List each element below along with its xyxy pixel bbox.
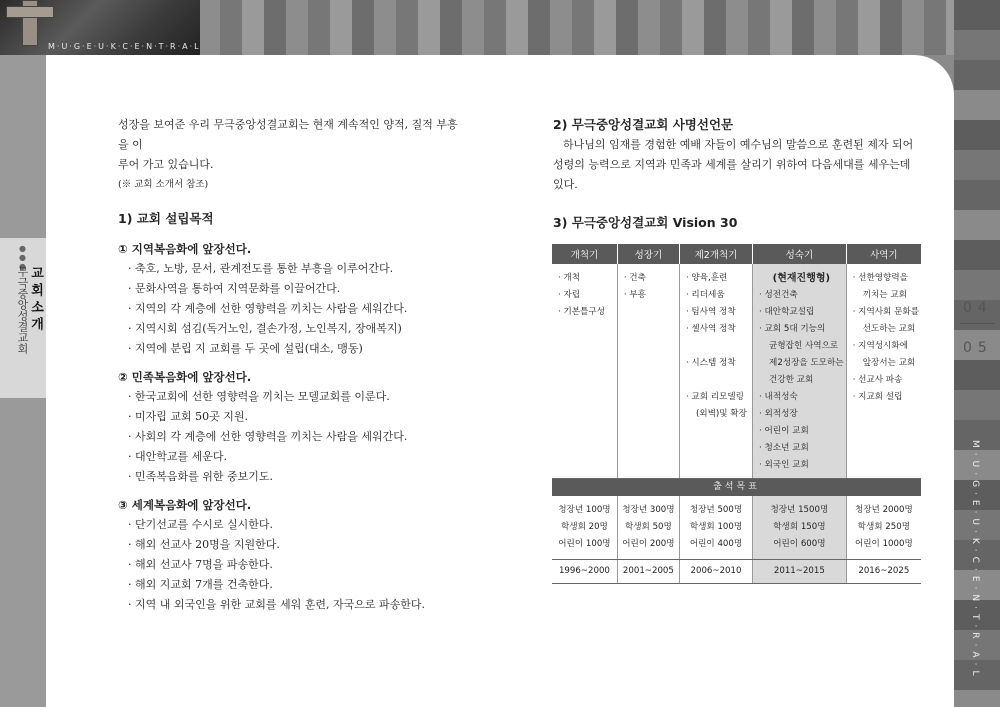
table-cell-second-pioneer — [679, 264, 752, 479]
brand-vertical: M·U·G·E·U·K·C·E·N·T·R·A·L — [970, 440, 980, 681]
table-cell-ministry — [846, 264, 921, 479]
header-cell: 개척기 — [552, 244, 617, 264]
list-item: · 선교사 파송 — [852, 375, 903, 385]
attendance-adults: 청장년 1500명 — [770, 505, 829, 515]
list-item: · 지역성시화에 — [852, 341, 908, 351]
right-column — [553, 115, 933, 239]
list-item: · 한국교회에 선한 영향력을 끼치는 모델교회를 이룬다. — [128, 390, 390, 403]
list-item: 앞장서는 교회 — [862, 358, 916, 368]
year-range: 2011~2015 — [753, 560, 847, 584]
list-item: · 내적성숙 — [759, 392, 798, 402]
list-item: · 교회 5대 기능의 — [759, 324, 826, 334]
list-item: · 지역에 분립 지 교회를 두 곳에 설립(대소, 맹동) — [128, 342, 363, 355]
list-item: · 단기선교를 수시로 실시한다. — [128, 518, 273, 531]
list-item: 선도하는 교회 — [862, 324, 916, 334]
list-item: · 자립 — [558, 290, 581, 300]
list-item: (외벽)및 확장 — [695, 409, 747, 419]
attendance-students: 학생회 50명 — [624, 522, 672, 532]
header-cell: 성숙기 — [753, 244, 847, 264]
list-item: 균형잡힌 사역으로 — [769, 341, 839, 351]
list-item: · 지교회 설립 — [852, 392, 903, 402]
list-item: · 부흥 — [623, 290, 646, 300]
mission-title: 2) 무극중앙성결교회 사명선언문 — [553, 117, 734, 132]
list-item: · 문화사역을 통하여 지역문화를 이끌어간다. — [128, 282, 341, 295]
attendance-students: 학생회 20명 — [560, 522, 608, 532]
list-item: · 교회 리모델링 — [685, 392, 744, 402]
brand-top: M·U·G·E·U·K·C·E·N·T·R·A·L — [48, 42, 201, 51]
left-column — [118, 115, 458, 615]
side-tab-title: 교회소개 — [28, 266, 43, 334]
mission-line: 하나님의 임재를 경험한 예배 자들이 예수님의 말씀으로 훈련된 제자 되어 — [563, 138, 914, 151]
attendance-cell — [753, 496, 847, 560]
side-tab-church-name: 무극중앙성결교회 — [16, 266, 29, 354]
attendance-children: 어린이 1000명 — [854, 539, 913, 549]
vision-table — [552, 244, 921, 584]
list-item: · 지역의 각 계층에 선한 영향력을 끼치는 사람을 세워간다. — [128, 302, 408, 315]
list-item: · 지역시회 섬김(독거노인, 결손가정, 노인복지, 장애복지) — [128, 322, 402, 335]
year-range: 2016~2025 — [846, 560, 921, 584]
list-item: · 대안학교설립 — [759, 307, 815, 317]
year-range: 1996~2000 — [552, 560, 617, 584]
list-item: · 대안학교를 세운다. — [128, 450, 227, 463]
list-item: · 팀사역 정착 — [685, 307, 736, 317]
group-title: ② 민족복음화에 앞장선다. — [118, 370, 252, 384]
years-row — [552, 560, 921, 584]
attendance-adults: 청장년 2000명 — [854, 505, 913, 515]
header-cell: 제2개척기 — [679, 244, 752, 264]
mission-line: 성령의 능력으로 지역과 민족과 세계를 살리기 위하여 다음세대를 세우는데 — [553, 158, 911, 171]
side-tab-dots: ●●● — [18, 244, 27, 271]
section-side-tab — [0, 238, 46, 398]
list-item: · 민족복음화를 위한 중보기도. — [128, 470, 273, 483]
attendance-cell — [617, 496, 679, 560]
table-cell-maturity — [753, 264, 847, 479]
attendance-students: 학생회 250명 — [857, 522, 911, 532]
table-cell-pioneer — [552, 264, 617, 479]
attendance-adults: 청장년 500명 — [689, 505, 743, 515]
attendance-children: 어린이 100명 — [558, 539, 611, 549]
group-title: ③ 세계복음화에 앞장선다. — [118, 498, 252, 512]
attendance-row — [552, 496, 921, 560]
attendance-header-row — [552, 479, 921, 497]
list-item: · 사회의 각 계층에 선한 영향력을 끼치는 사람을 세워간다. — [128, 430, 408, 443]
intro-line: 성장을 보여준 우리 무극중앙성결교회는 현재 계속적인 양적, 질적 부흥을 이 — [118, 118, 458, 151]
attendance-title: 출석목표 — [552, 479, 921, 497]
attendance-cell — [552, 496, 617, 560]
attendance-children: 어린이 400명 — [689, 539, 743, 549]
list-item: · 어린이 교회 — [759, 426, 809, 436]
list-item: · 미자립 교회 50곳 지원. — [128, 410, 248, 423]
current-badge: (현재진행형) — [772, 273, 831, 284]
intro-note: (※ 교회 소개서 참조) — [118, 179, 209, 190]
list-item: · 셀사역 정착 — [685, 324, 736, 334]
attendance-cell — [679, 496, 752, 560]
attendance-children: 어린이 200명 — [622, 539, 675, 549]
table-row — [552, 264, 921, 479]
list-item: · 선한영향력을 — [852, 273, 908, 283]
year-range: 2001~2005 — [617, 560, 679, 584]
attendance-adults: 청장년 100명 — [558, 505, 611, 515]
table-cell-growth — [617, 264, 679, 479]
mission-line: 있다. — [553, 178, 578, 191]
page-number-left: 04 — [963, 300, 993, 316]
list-item: · 지역사회 문화를 — [852, 307, 919, 317]
page-number-right: 05 — [963, 340, 993, 356]
list-item: · 개척 — [558, 273, 581, 283]
header-cell: 성장기 — [617, 244, 679, 264]
list-item: · 양육,훈련 — [685, 273, 728, 283]
section-title-purpose: 1) 교회 설립목적 — [118, 211, 214, 226]
list-item: 제2성장을 도모하는 — [769, 358, 844, 368]
attendance-students: 학생회 150명 — [773, 522, 826, 532]
list-item: · 지역 내 외국인을 위한 교회를 세워 훈련, 자국으로 파송한다. — [128, 598, 425, 611]
list-item: 끼치는 교회 — [862, 290, 907, 300]
list-item: · 외적성장 — [759, 409, 798, 419]
year-range: 2006~2010 — [679, 560, 752, 584]
list-item: · 외국인 교회 — [759, 460, 809, 470]
list-item: · 리더세움 — [685, 290, 725, 300]
attendance-adults: 청장년 300명 — [622, 505, 675, 515]
intro-line: 루어 가고 있습니다. — [118, 158, 214, 171]
list-item: · 해외 선교사 20명을 지원한다. — [128, 538, 280, 551]
page-number-divider — [960, 323, 995, 324]
list-item: · 시스템 정착 — [685, 358, 736, 368]
list-item: · 축호, 노방, 문서, 관계전도를 통한 부흥을 이루어간다. — [128, 262, 394, 275]
list-item: · 청소년 교회 — [759, 443, 809, 453]
list-item: 건강한 교회 — [769, 375, 814, 385]
list-item: · 건축 — [623, 273, 646, 283]
group-title: ① 지역복음화에 앞장선다. — [118, 242, 252, 256]
list-item: · 해외 지교회 7개를 건축한다. — [128, 578, 273, 591]
table-header-row — [552, 244, 921, 264]
vision-title: 3) 무극중앙성결교회 Vision 30 — [553, 215, 738, 230]
list-item: · 해외 선교사 7명을 파송한다. — [128, 558, 273, 571]
attendance-cell — [846, 496, 921, 560]
attendance-children: 어린이 600명 — [773, 539, 826, 549]
header-cell: 사역기 — [846, 244, 921, 264]
attendance-students: 학생회 100명 — [689, 522, 743, 532]
cross-horizontal-beam — [6, 6, 54, 18]
list-item: · 성전건축 — [759, 290, 798, 300]
list-item: · 기본틀구성 — [558, 307, 605, 317]
